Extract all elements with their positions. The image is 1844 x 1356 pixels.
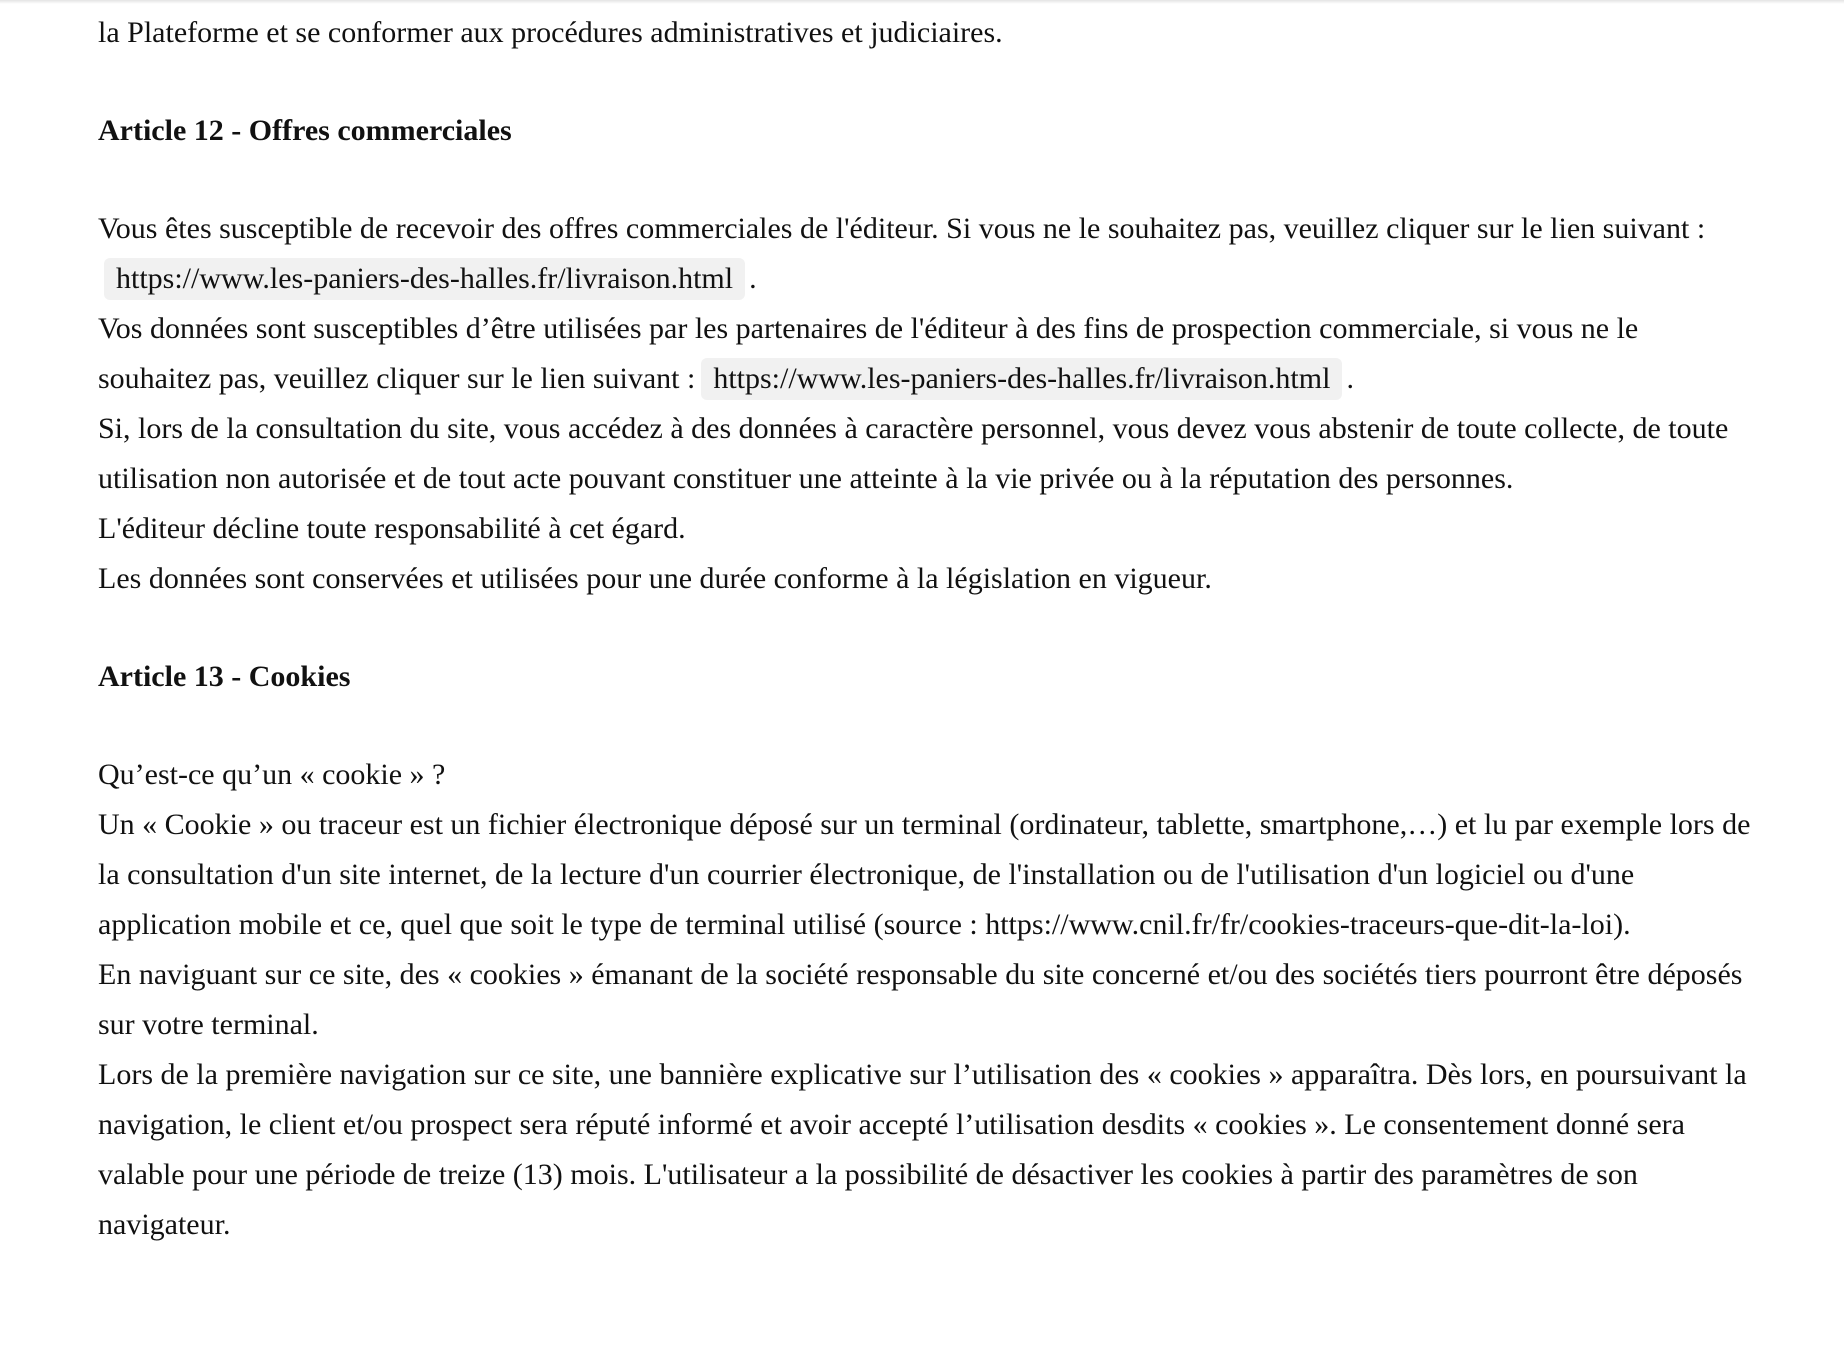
article-12-title: Article 12 - Offres commerciales [98,114,512,147]
document-body [98,8,1758,1250]
article-12-p1-end: . [749,262,757,295]
window-top-edge [0,0,1844,4]
article-13-paragraph-3: Lors de la première navigation sur ce site, une bannière explicative sur l’utilisation des « cookies » apparaîtra. Dès lors, en poursuivant la navigation, le client et/ou prospect sera réputé informé et avoir accepté l’utilisation desdits « cookies ». Le consentement donné sera valable pour une période de treize (13) mois. L'utilisateur a la possibilité de désactiver les cookies à partir des paramètres de son navigateur. [98,1058,1747,1241]
article-12-p2-text: Vos données sont susceptibles d’être utilisées par les partenaires de l'éditeur à des fins de prospection commerciale, si vous ne le souhaitez pas, veuillez cliquer sur le lien suivant : [98,312,1639,395]
article-12-paragraph-3: Si, lors de la consultation du site, vous accédez à des données à caractère personnel, vous devez vous abstenir de toute collecte, de toute utilisation non autorisée et de tout acte pouvant constituer une atteinte à la vie privée ou à la réputation des personnes. [98,412,1729,495]
intro-line: la Plateforme et se conformer aux procédures administratives et judiciaires. [98,16,1003,49]
cookie-question: Qu’est-ce qu’un « cookie » ? [98,758,446,791]
article-12-p2-end: . [1346,362,1354,395]
article-12-paragraph-1 [98,204,1758,304]
opt-out-link-2[interactable]: https://www.les-paniers-des-halles.fr/livraison.html [701,358,1342,400]
article-12-paragraph-4: L'éditeur décline toute responsabilité à cet égard. [98,512,686,545]
article-12-paragraph-2 [98,304,1758,404]
article-12-paragraph-5: Les données sont conservées et utilisées pour une durée conforme à la législation en vigueur. [98,562,1212,595]
opt-out-link-1[interactable]: https://www.les-paniers-des-halles.fr/livraison.html [104,258,745,300]
article-12-p1-text: Vous êtes susceptible de recevoir des offres commerciales de l'éditeur. Si vous ne le souhaitez pas, veuillez cliquer sur le lien suivant : [98,212,1706,245]
article-13-paragraph-1: Un « Cookie » ou traceur est un fichier électronique déposé sur un terminal (ordinateur, tablette, smartphone,…) et lu par exemple lors de la consultation d'un site internet, de la lecture d'un courrier électronique, de l'installation ou de l'utilisation d'un logiciel ou d'une application mobile et ce, quel que soit le type de terminal utilisé (source : https://www.cnil.fr/fr/cookies-traceurs-que-dit-la-loi). [98,808,1751,941]
article-13-paragraph-2: En naviguant sur ce site, des « cookies » émanant de la société responsable du site concerné et/ou des sociétés tiers pourront être déposés sur votre terminal. [98,958,1743,1041]
article-13-title: Article 13 - Cookies [98,660,351,693]
